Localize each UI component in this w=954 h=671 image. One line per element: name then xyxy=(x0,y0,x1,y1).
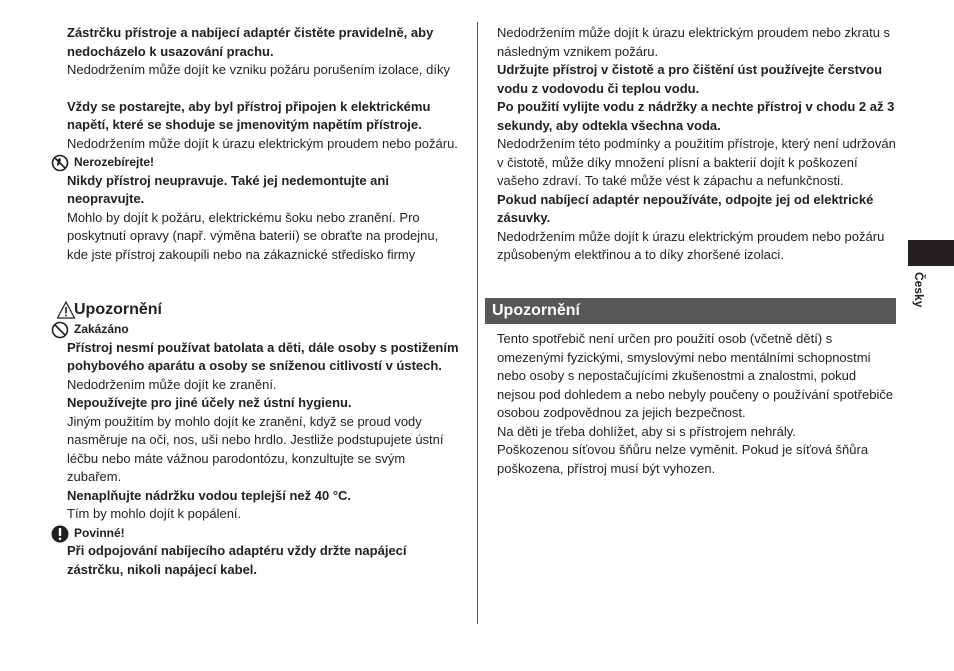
prohibited-icon xyxy=(51,321,71,339)
children-warning: Přístroj nesmí používat batolata a děti, dále osoby s postižením pohybového aparátu a osoby se sníženou citlivostí v ústech. xyxy=(67,339,459,373)
caution-section-text xyxy=(497,330,897,478)
caution-heading-row xyxy=(57,300,462,320)
clean-plug-consequence: Nedodržením může dojít ke vzniku požáru porušením izolace, díky xyxy=(67,62,450,77)
caution-heading: Upozornění xyxy=(74,301,162,318)
prohibited-label: Zakázáno xyxy=(74,322,129,336)
power-cord-text: Poškozenou síťovou šňůru nelze vyměnit. Pokud je síťová šňůra poškozena, přístroj musí být vyhozen. xyxy=(497,442,869,476)
left-column xyxy=(67,24,462,579)
column-divider xyxy=(477,22,478,624)
oral-hygiene-warning: Nepoužívejte pro jiné účely než ústní hygienu. xyxy=(67,395,352,410)
right-column xyxy=(497,24,897,265)
drain-water-instruction: Po použití vylijte vodu z nádržky a nechte přístroj v chodu 2 až 3 sekundy, aby odtekla všechna voda. xyxy=(497,99,895,133)
usage-restriction-text: Tento spotřebič není určen pro použití osob (včetně dětí) s omezenými fyzickými, smyslovými nebo mentálními schopnostmi nebo osoby s nepostačujícími zkušenostmi a znalostmi, pokud nejsou pod dohledem a nebo nebyly poučeny o používání spotřebiče osobou zodpovědnou za jejich bezpečnost. xyxy=(497,331,894,420)
do-not-disassemble-row xyxy=(57,153,462,172)
water-temperature-consequence: Tím by mohlo dojít k popálení. xyxy=(67,506,242,521)
oral-hygiene-consequence: Jiným použitím by mohlo dojít ke zranění, když se proud vody nasměruje na oči, nos, uši nebo hrdlo. Jestliže podstupujete ústní léčbu nebo máte vážnou parodontózu, konzultujte se svým zubařem. xyxy=(67,413,444,484)
voltage-warning: Vždy se postarejte, aby byl přístroj připojen k elektrickému napětí, které se shoduje se jmenovitým napětím přístroje. xyxy=(67,98,431,132)
no-modify-warning: Nikdy přístroj neupravuje. Také jej nedemontujte ani neopravujte. xyxy=(67,172,389,206)
unplug-adapter-instruction: Pokud nabíjecí adaptér nepoužíváte, odpojte jej od elektrické zásuvky. xyxy=(497,191,874,225)
mandatory-row xyxy=(57,524,462,543)
drain-water-consequence: Nedodržením této podmínky a použitím přístroje, který není udržován v čistotě, může díky množení plísní a bakterií dojít k poškození vašeho zdraví. To také může vést k zápachu a nefunkčnosti. xyxy=(497,136,896,188)
caution-triangle-icon xyxy=(57,301,77,319)
do-not-disassemble-icon xyxy=(51,154,71,172)
do-not-disassemble-label: Nerozebírejte! xyxy=(74,155,155,169)
caution-banner-title: Upozornění xyxy=(492,302,580,319)
prohibited-row xyxy=(57,320,462,339)
clean-plug-warning: Zástrčku přístroje a nabíjecí adaptér čistěte pravidelně, aby nedocházelo k usazování prachu. xyxy=(67,25,434,59)
keep-clean-instruction: Udržujte přístroj v čistotě a pro čištění úst používejte čerstvou vodu z vodovodu či teplou vodu. xyxy=(497,62,883,96)
children-consequence: Nedodržením může dojít ke zranění. xyxy=(67,376,277,392)
voltage-consequence: Nedodržením může dojít k úrazu elektrickým proudem nebo požáru. xyxy=(67,135,458,151)
unplug-warning: Při odpojování nabíjecího adaptéru vždy držte napájecí zástrčku, nikoli napájecí kabel. xyxy=(67,543,407,577)
short-circuit-consequence: Nedodržením může dojít k úrazu elektrickým proudem nebo zkratu s následným vznikem požáru. xyxy=(497,25,891,59)
caution-banner xyxy=(485,298,896,324)
mandatory-label: Povinné! xyxy=(74,525,125,540)
language-tab-marker xyxy=(908,240,954,266)
unplug-adapter-consequence: Nedodržením může dojít k úrazu elektrickým proudem nebo požáru způsobeným elektřinou a to díky zhoršené izolaci. xyxy=(497,228,885,262)
children-supervision-text: Na děti je třeba dohlížet, aby si s přístrojem nehrály. xyxy=(497,423,796,439)
language-label: Česky xyxy=(912,272,926,308)
water-temperature-warning: Nenaplňujte nádržku vodou teplejší než 40 °C. xyxy=(67,487,352,503)
no-modify-consequence: Mohlo by dojít k požáru, elektrickému šoku nebo zranění. Pro poskytnutí opravy (např. výměna baterií) se obraťte na prodejnu, kde jste přístroj zakoupili nebo na zákaznické středisko firmy xyxy=(67,209,439,262)
mandatory-exclamation-icon xyxy=(51,525,71,543)
